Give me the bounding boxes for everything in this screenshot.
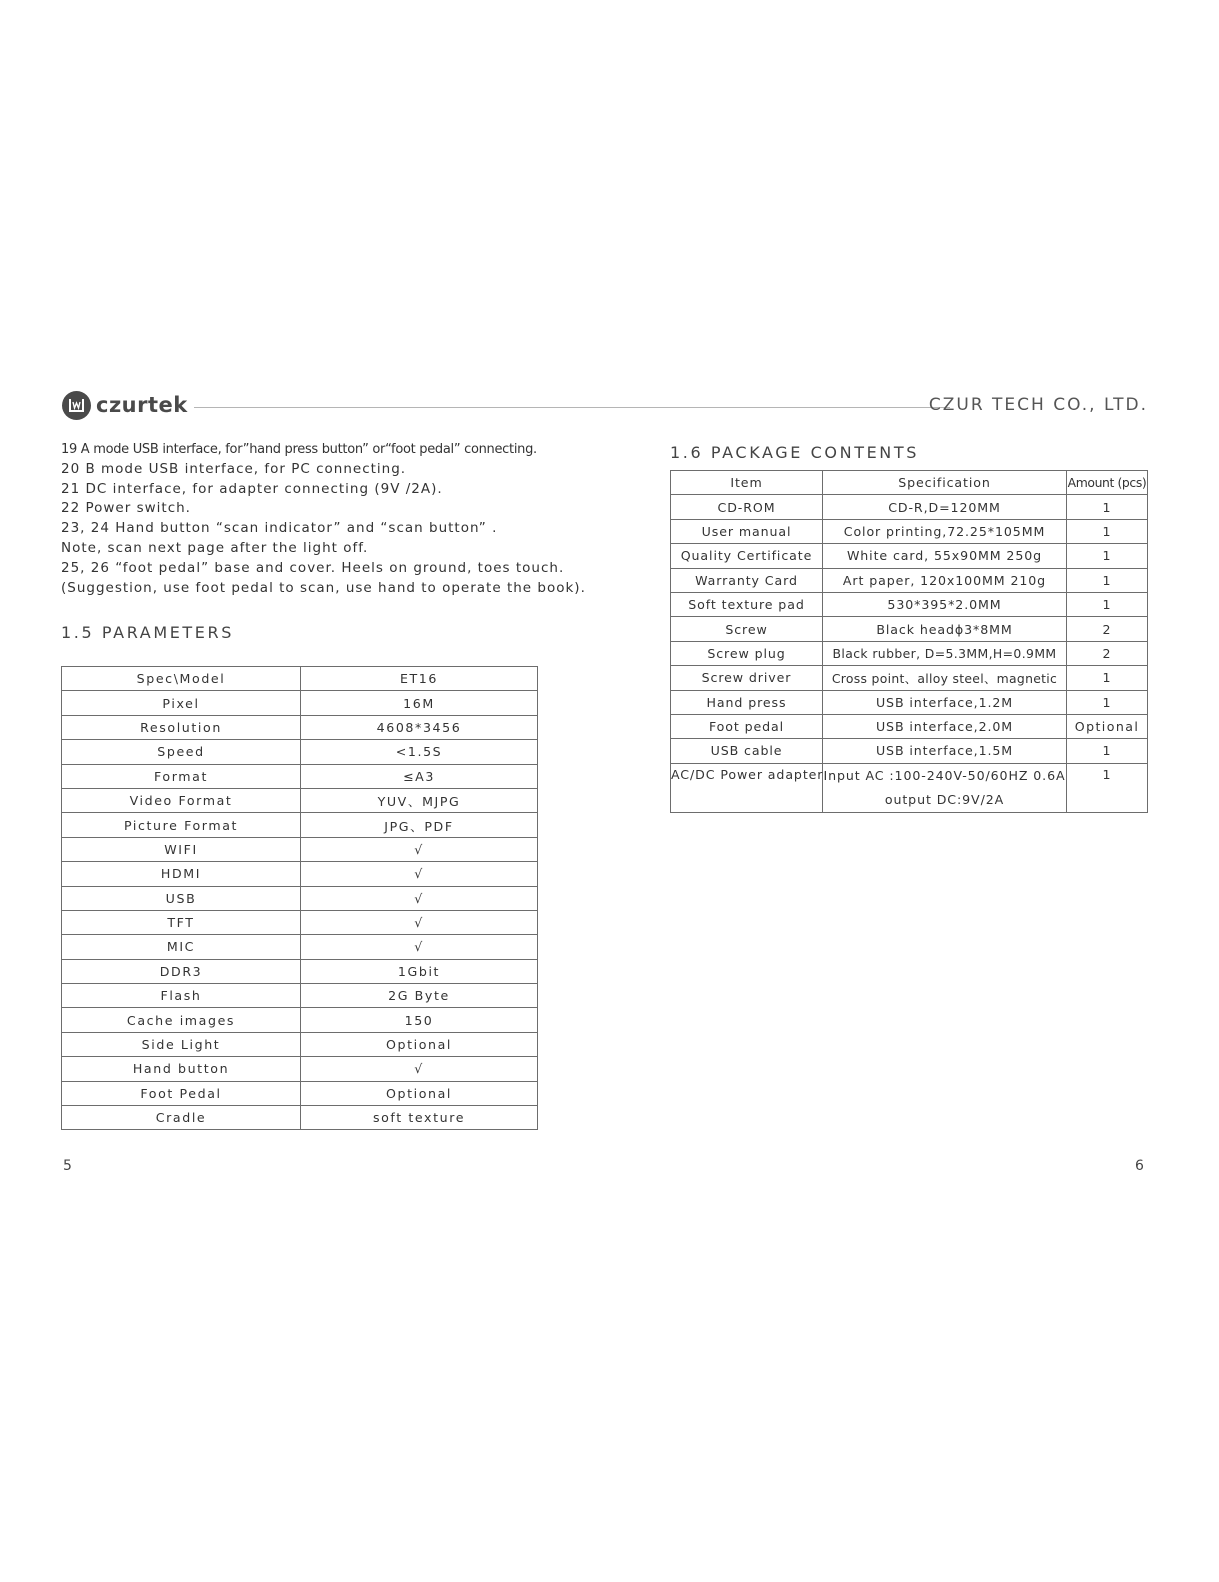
table-row — [62, 1032, 538, 1056]
param-value: ≤A3 — [301, 764, 538, 788]
item-spec: Color printing,72.25*105MM — [823, 519, 1067, 543]
param-name: TFT — [62, 910, 301, 934]
page-number-left: 5 — [63, 1158, 72, 1174]
brand-logo — [62, 389, 188, 421]
param-name: Format — [62, 764, 301, 788]
item-amount: 1 — [1067, 568, 1148, 592]
item-amount: 1 — [1067, 519, 1148, 543]
param-value: 1Gbit — [301, 959, 538, 983]
param-name: HDMI — [62, 862, 301, 886]
page-header — [62, 389, 1148, 423]
param-name: Side Light — [62, 1032, 301, 1056]
item-amount: 1 — [1067, 690, 1148, 714]
item-amount: 2 — [1067, 641, 1148, 665]
table-row — [671, 617, 1148, 641]
item-name: USB cable — [671, 739, 823, 763]
column-header-item: Item — [671, 471, 823, 495]
table-row — [62, 691, 538, 715]
param-value: 2G Byte — [301, 984, 538, 1008]
item-name: Screw — [671, 617, 823, 641]
column-header-amount: Amount (pcs) — [1067, 471, 1148, 495]
item-name: CD-ROM — [671, 495, 823, 519]
param-value: JPG、PDF — [301, 813, 538, 837]
param-value: Optional — [301, 1032, 538, 1056]
table-row — [62, 1106, 538, 1130]
table-row — [62, 788, 538, 812]
table-row — [671, 739, 1148, 763]
param-name: Video Format — [62, 788, 301, 812]
param-name: Cradle — [62, 1106, 301, 1130]
item-amount: Optional — [1067, 714, 1148, 738]
note-line: 23, 24 Hand button “scan indicator” and “scan button” . — [61, 520, 498, 537]
item-spec: Cross point、alloy steel、magnetic — [823, 666, 1067, 690]
table-row — [62, 1008, 538, 1032]
header-divider — [194, 407, 950, 408]
table-row — [671, 495, 1148, 519]
param-value: soft texture — [301, 1106, 538, 1130]
param-value: <1.5S — [301, 740, 538, 764]
table-row — [62, 1081, 538, 1105]
note-line: 19 A mode USB interface, for”hand press button” or“foot pedal” connecting. — [61, 442, 537, 457]
param-name: DDR3 — [62, 959, 301, 983]
param-name: Speed — [62, 740, 301, 764]
param-value: 16M — [301, 691, 538, 715]
param-value: 4608*3456 — [301, 715, 538, 739]
table-row — [62, 813, 538, 837]
param-value: √ — [301, 935, 538, 959]
param-value: √ — [301, 910, 538, 934]
item-name: Hand press — [671, 690, 823, 714]
table-row — [62, 837, 538, 861]
note-line: 25, 26 “foot pedal” base and cover. Heels on ground, toes touch. — [61, 559, 565, 576]
param-value: Optional — [301, 1081, 538, 1105]
table-row — [62, 715, 538, 739]
table-row — [671, 641, 1148, 665]
item-name: Screw plug — [671, 641, 823, 665]
item-spec: USB interface,2.0M — [823, 714, 1067, 738]
param-value: √ — [301, 837, 538, 861]
package-heading: 1.6 PACKAGE CONTENTS — [670, 443, 919, 462]
item-spec: Black rubber, D=5.3MM,H=0.9MM — [823, 641, 1067, 665]
item-name: Quality Certificate — [671, 544, 823, 568]
item-spec: USB interface,1.2M — [823, 690, 1067, 714]
note-line: 21 DC interface, for adapter connecting (9V /2A). — [61, 480, 443, 497]
item-spec: White card, 55x90MM 250g — [823, 544, 1067, 568]
item-spec: USB interface,1.5M — [823, 739, 1067, 763]
item-name: Foot pedal — [671, 714, 823, 738]
table-row — [62, 959, 538, 983]
param-value: YUV、MJPG — [301, 788, 538, 812]
item-amount: 1 — [1067, 666, 1148, 690]
note-line: 20 B mode USB interface, for PC connecting. — [61, 460, 407, 477]
param-name: Foot Pedal — [62, 1081, 301, 1105]
item-name: Screw driver — [671, 666, 823, 690]
param-name: Spec\Model — [62, 667, 301, 691]
item-spec: Black headϕ3*8MM — [823, 617, 1067, 641]
item-amount: 1 — [1067, 763, 1148, 812]
note-line: Note, scan next page after the light off. — [61, 539, 369, 556]
param-value: √ — [301, 886, 538, 910]
item-spec-line: output DC:9V/2A — [884, 791, 1005, 807]
item-amount: 1 — [1067, 544, 1148, 568]
param-name: Pixel — [62, 691, 301, 715]
item-amount: 1 — [1067, 739, 1148, 763]
param-value: ET16 — [301, 667, 538, 691]
item-spec: CD-R,D=120MM — [823, 495, 1067, 519]
param-value: √ — [301, 1057, 538, 1081]
interface-notes — [61, 440, 586, 598]
table-row — [62, 1057, 538, 1081]
table-row — [671, 690, 1148, 714]
param-name: WIFI — [62, 837, 301, 861]
item-amount: 1 — [1067, 495, 1148, 519]
table-row — [62, 886, 538, 910]
param-name: Cache images — [62, 1008, 301, 1032]
czurtek-logo-icon — [62, 391, 91, 420]
param-value: √ — [301, 862, 538, 886]
param-name: Picture Format — [62, 813, 301, 837]
table-row — [671, 544, 1148, 568]
table-row — [671, 714, 1148, 738]
item-spec — [823, 763, 1067, 812]
note-line: (Suggestion, use foot pedal to scan, use hand to operate the book). — [61, 579, 586, 596]
param-name: Flash — [62, 984, 301, 1008]
item-spec: 530*395*2.0MM — [823, 592, 1067, 616]
table-row — [62, 740, 538, 764]
page-number-right: 6 — [1135, 1158, 1144, 1174]
item-name: AC/DC Power adapter — [671, 763, 823, 812]
left-page — [61, 440, 586, 1126]
table-row — [671, 666, 1148, 690]
table-row — [671, 519, 1148, 543]
note-line: 22 Power switch. — [61, 500, 191, 517]
item-name: Soft texture pad — [671, 592, 823, 616]
param-name: USB — [62, 886, 301, 910]
column-header-specification: Specification — [823, 471, 1067, 495]
table-row — [671, 763, 1148, 812]
package-table — [670, 470, 1148, 813]
item-name: Warranty Card — [671, 568, 823, 592]
table-row — [62, 667, 538, 691]
table-row — [62, 910, 538, 934]
table-row — [62, 862, 538, 886]
table-header-row — [671, 471, 1148, 495]
table-row — [671, 592, 1148, 616]
item-amount: 2 — [1067, 617, 1148, 641]
table-row — [62, 984, 538, 1008]
item-spec-line: Input AC :100-240V-50/60HZ 0.6A — [823, 767, 1066, 783]
param-name: MIC — [62, 935, 301, 959]
table-row — [62, 935, 538, 959]
item-amount: 1 — [1067, 592, 1148, 616]
table-row — [62, 764, 538, 788]
item-name: User manual — [671, 519, 823, 543]
param-value: 150 — [301, 1008, 538, 1032]
table-row — [671, 568, 1148, 592]
parameters-heading: 1.5 PARAMETERS — [61, 623, 234, 642]
logo-wordmark: czurtek — [96, 393, 188, 417]
item-spec: Art paper, 120x100MM 210g — [823, 568, 1067, 592]
company-name: CZUR TECH CO., LTD. — [928, 395, 1148, 415]
param-name: Resolution — [62, 715, 301, 739]
parameters-table — [61, 666, 538, 1130]
param-name: Hand button — [62, 1057, 301, 1081]
